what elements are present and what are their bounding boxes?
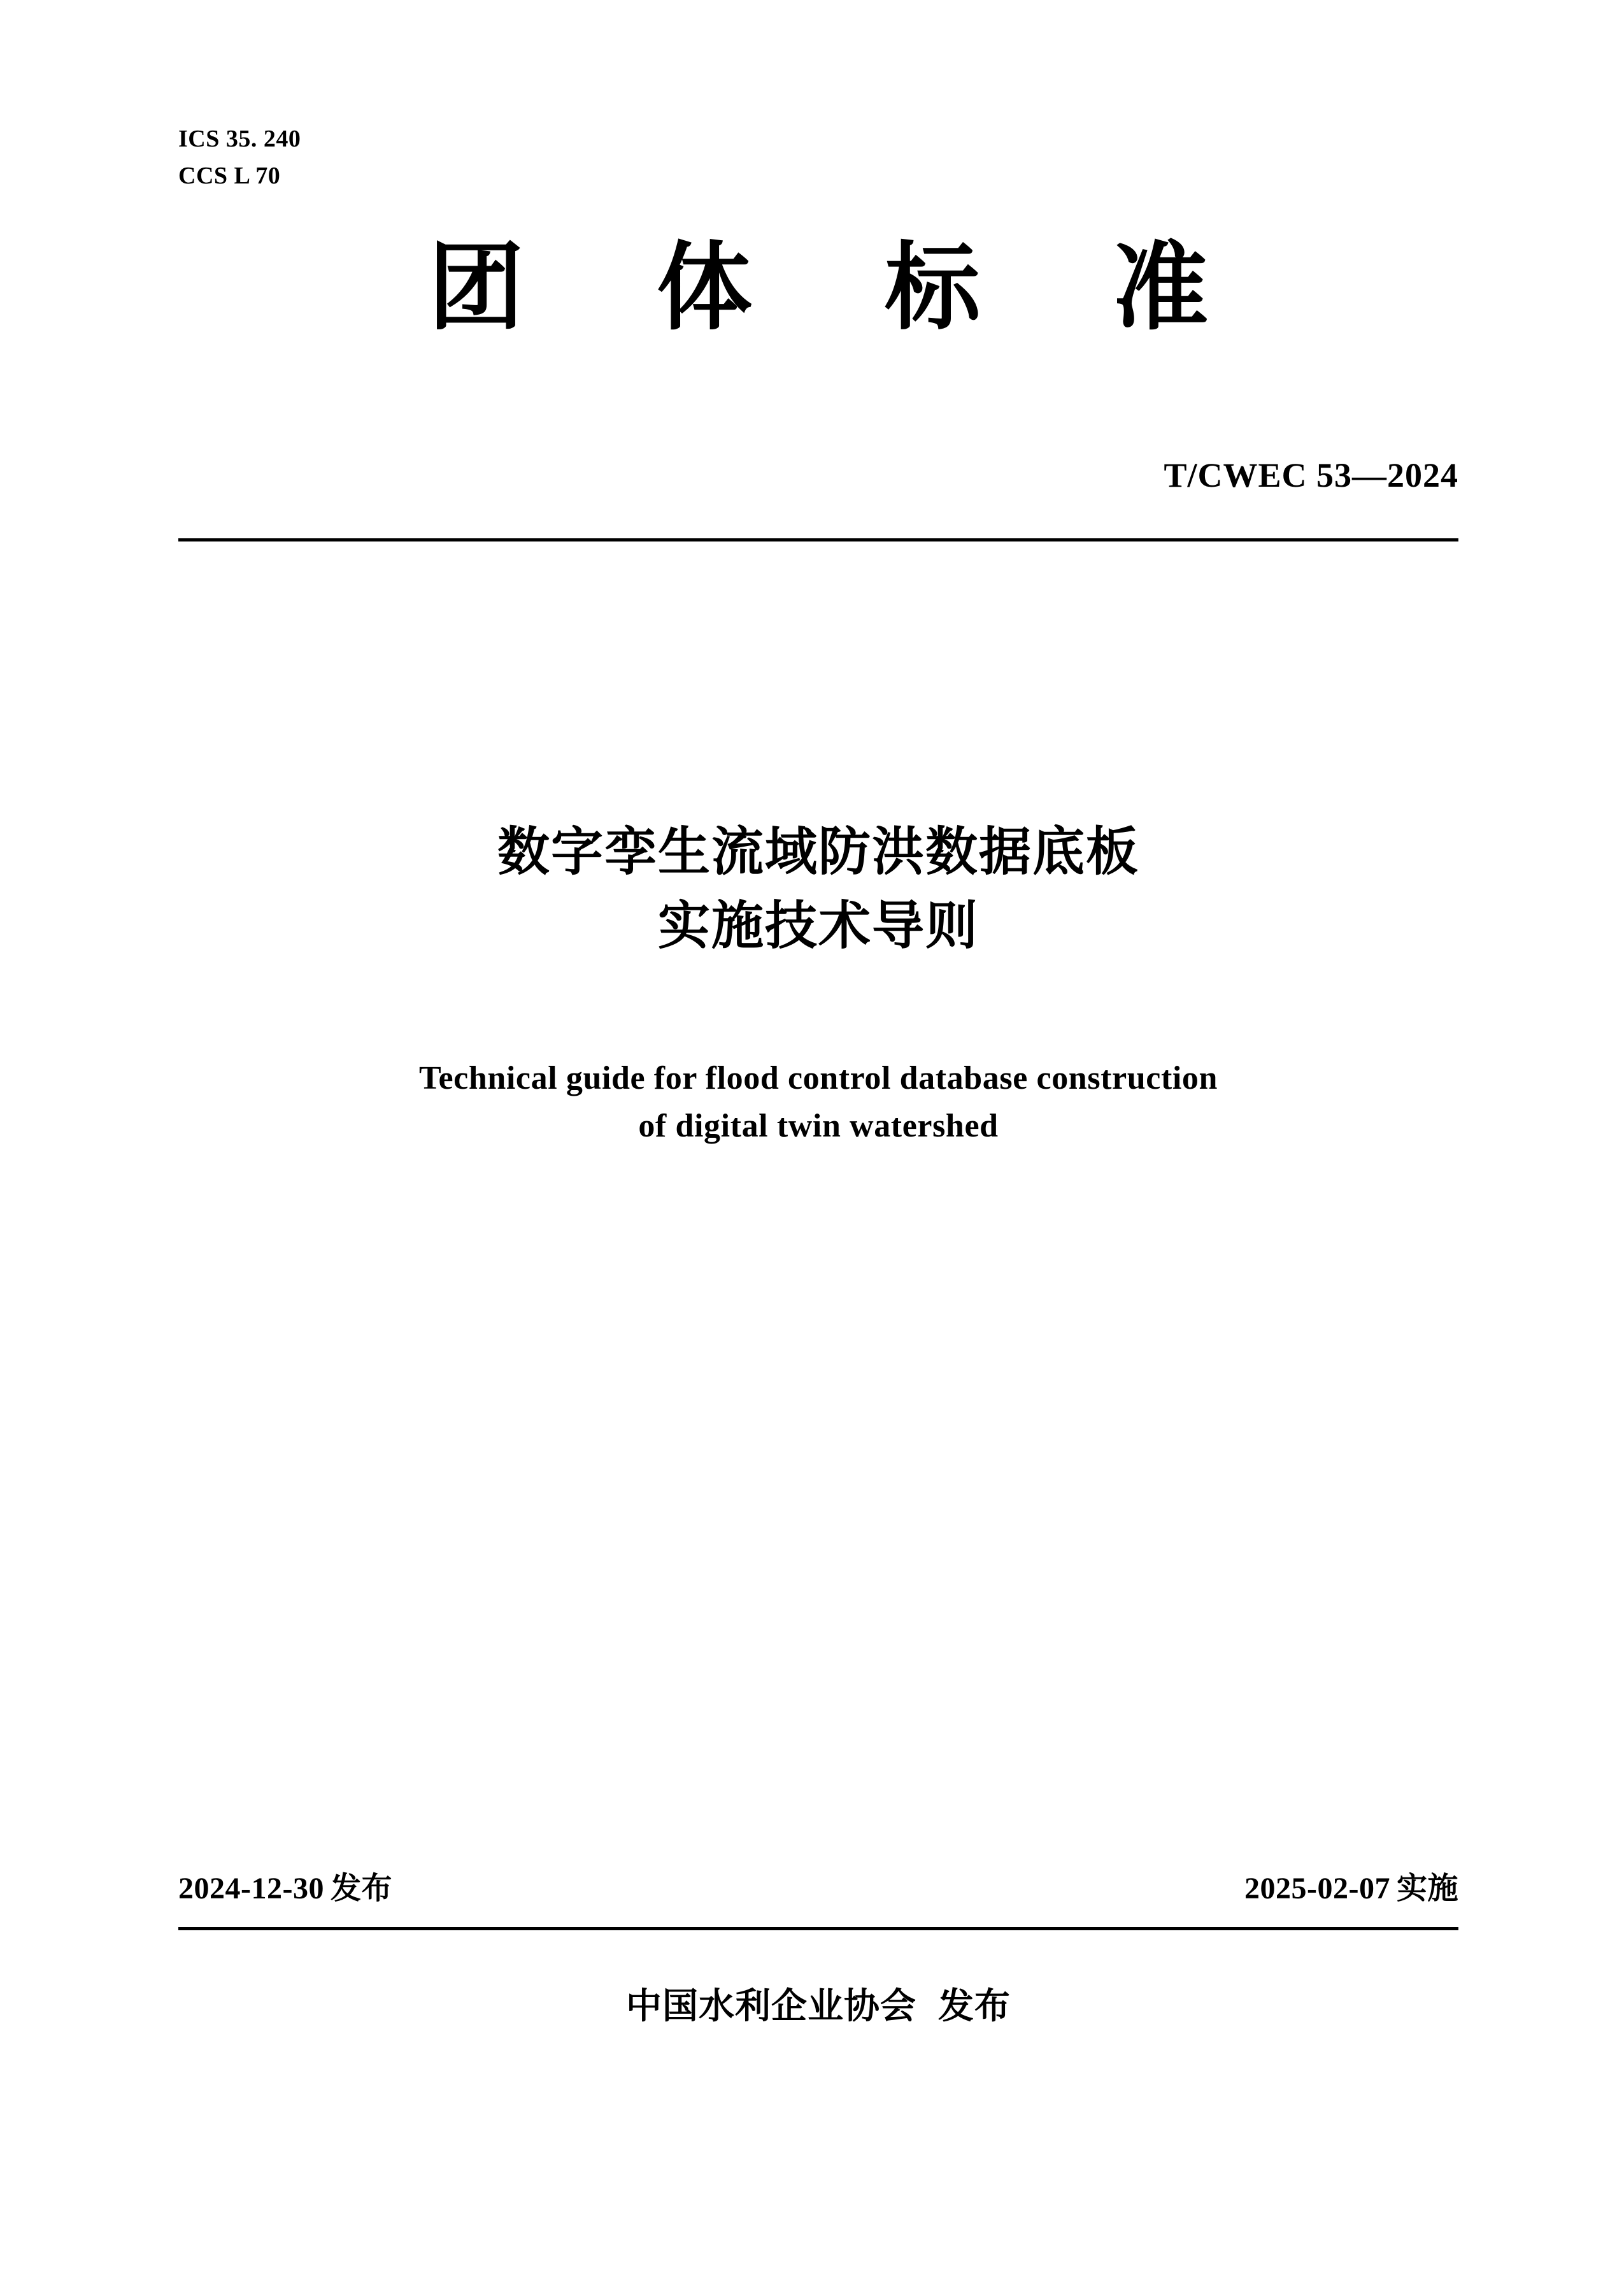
document-title-cn-line1: 数字孪生流域防洪数据底板	[497, 822, 1139, 882]
header-divider	[178, 538, 1458, 541]
standard-number: T/CWEC 53—2024	[1164, 456, 1458, 494]
publisher-verb: 发布	[938, 1986, 1011, 2027]
document-title-cn	[178, 815, 1458, 964]
ics-code: ICS 35. 240	[178, 125, 301, 152]
ccs-code: CCS L 70	[178, 162, 281, 189]
document-title-en-line1: Technical guide for flood control database construction	[418, 1060, 1218, 1096]
implement-date-label: 实施	[1396, 1870, 1458, 1906]
implement-date: 2025-02-07	[1244, 1872, 1390, 1905]
classification-codes	[178, 121, 301, 195]
implement-date-block	[1244, 1863, 1458, 1907]
date-row	[178, 1863, 1458, 1907]
issue-date-label: 发布	[330, 1870, 392, 1906]
footer-divider	[178, 1927, 1458, 1930]
cover-content	[178, 0, 1458, 2280]
document-title-en-line2: of digital twin watershed	[638, 1108, 999, 1145]
document-title-cn-line2: 实施技术导则	[657, 896, 979, 957]
issue-date: 2024-12-30	[178, 1872, 324, 1905]
publisher-name: 中国水利企业协会	[626, 1986, 916, 2027]
document-title-en	[178, 1054, 1458, 1151]
standard-type-heading: 团 体 标 准	[428, 233, 1258, 343]
issue-date-block	[178, 1863, 392, 1907]
publisher-line	[178, 1978, 1458, 2029]
